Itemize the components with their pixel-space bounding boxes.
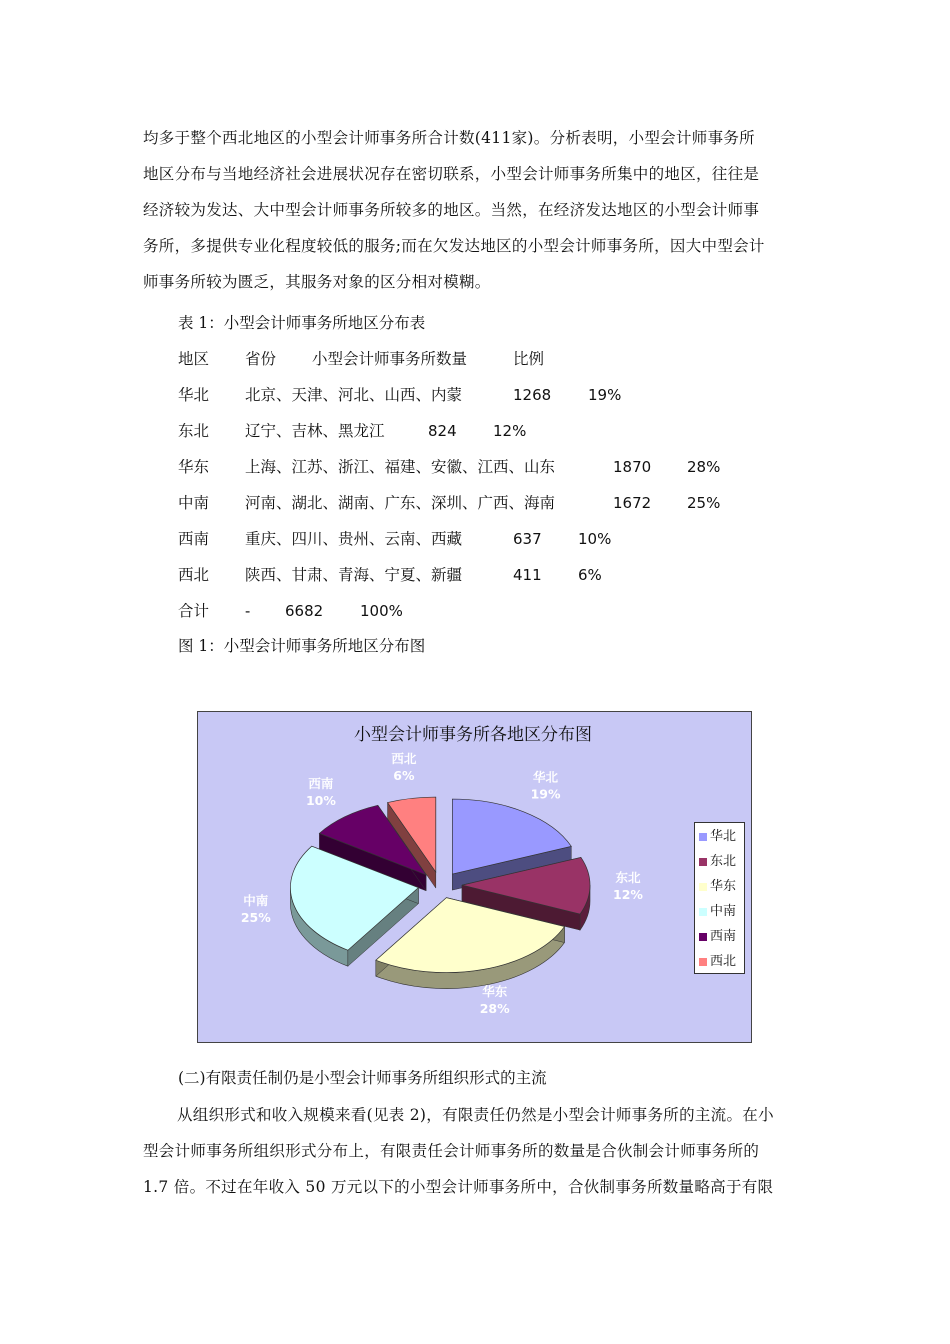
row-region: 华北 [178, 386, 210, 404]
legend-swatch [699, 858, 707, 866]
row-ratio: 6% [578, 566, 602, 584]
row-count: 637 [513, 530, 542, 548]
row-provinces: 陕西、甘肃、青海、宁夏、新疆 [245, 566, 463, 584]
header-region: 地区 [178, 350, 210, 368]
slice-category-label: 华北 [533, 769, 559, 785]
slice-percent-label: 25% [240, 909, 271, 925]
slice-category-label: 东北 [615, 870, 641, 886]
legend-label: 华东 [710, 879, 737, 894]
row-region: 华东 [178, 458, 210, 476]
closing-line: 从组织形式和收入规模来看(见表 2)，有限责任仍然是小型会计师事务所的主流。在小 [177, 1106, 774, 1124]
closing-line: 1.7 倍。不过在年收入 50 万元以下的小型会计师事务所中，合伙制事务所数量略高于有限 [143, 1178, 774, 1196]
row-provinces: 上海、江苏、浙江、福建、安徽、江西、山东 [245, 458, 556, 476]
row-count: 1672 [613, 494, 652, 512]
intro-line: 师事务所较为匮乏，其服务对象的区分相对模糊。 [143, 273, 491, 291]
row-ratio: 10% [578, 530, 612, 548]
legend-swatch [699, 933, 707, 941]
slice-percent-label: 19% [530, 786, 561, 802]
legend-item [699, 927, 736, 947]
row-region: 中南 [178, 494, 210, 512]
header-provinces: 省份 [245, 350, 277, 368]
row-region: 西北 [178, 566, 210, 584]
legend-swatch [699, 883, 707, 891]
row-ratio: 100% [360, 602, 403, 620]
slice-percent-label: 28% [479, 1000, 510, 1016]
closing-paragraph [143, 1097, 808, 1205]
legend-label: 西北 [710, 954, 737, 969]
slice-category-label: 中南 [243, 892, 269, 908]
row-count: 1268 [513, 386, 552, 404]
row-provinces: 重庆、四川、贵州、云南、西藏 [245, 530, 463, 548]
row-ratio: 25% [687, 494, 721, 512]
row-provinces: 北京、天津、河北、山西、内蒙 [245, 386, 463, 404]
section-heading: (二)有限责任制仍是小型会计师事务所组织形式的主流 [178, 1069, 547, 1087]
legend-item [699, 852, 736, 872]
intro-line: 务所，多提供专业化程度较低的服务;而在欠发达地区的小型会计师事务所，因大中型会计 [143, 237, 765, 255]
legend-item [699, 877, 736, 897]
row-count: 824 [428, 422, 457, 440]
legend-label: 华北 [710, 829, 737, 844]
intro-line: 地区分布与当地经济社会进展状况存在密切联系，小型会计师事务所集中的地区，往往是 [143, 165, 760, 183]
intro-line: 均多于整个西北地区的小型会计师事务所合计数(411家)。分析表明，小型会计师事务所 [143, 129, 755, 147]
slice-category-label: 华东 [482, 983, 508, 999]
intro-line: 经济较为发达、大中型会计师事务所较多的地区。当然，在经济发达地区的小型会计师事 [143, 201, 760, 219]
legend-item [699, 952, 736, 972]
slice-percent-label: 6% [393, 768, 415, 784]
legend-item [699, 827, 736, 847]
header-count: 小型会计师事务所数量 [312, 350, 468, 368]
chart-legend [694, 822, 745, 974]
row-provinces: 河南、湖北、湖南、广东、深圳、广西、海南 [245, 494, 556, 512]
legend-label: 东北 [710, 854, 737, 869]
slice-category-label: 西南 [308, 775, 334, 791]
row-region: 合计 [178, 602, 210, 620]
row-region: 东北 [178, 422, 210, 440]
row-count: 6682 [285, 602, 324, 620]
row-ratio: 19% [588, 386, 622, 404]
legend-label: 西南 [710, 929, 737, 944]
legend-swatch [699, 958, 707, 966]
row-region: 西南 [178, 530, 210, 548]
row-provinces: - [245, 602, 251, 620]
chart-title: 小型会计师事务所各地区分布图 [354, 725, 592, 744]
legend-item [699, 902, 736, 922]
row-provinces: 辽宁、吉林、黑龙江 [245, 422, 385, 440]
legend-swatch [699, 833, 707, 841]
closing-line: 型会计师事务所组织形式分布上，有限责任会计师事务所的数量是合伙制会计师事务所的 [143, 1142, 760, 1160]
legend-swatch [699, 908, 707, 916]
table-caption: 表 1：小型会计师事务所地区分布表 [178, 314, 426, 332]
header-ratio: 比例 [513, 350, 545, 368]
row-ratio: 28% [687, 458, 721, 476]
legend-label: 中南 [710, 904, 737, 919]
row-ratio: 12% [493, 422, 527, 440]
slice-percent-label: 12% [613, 887, 643, 903]
row-count: 1870 [613, 458, 652, 476]
slice-category-label: 西北 [391, 751, 417, 767]
row-count: 411 [513, 566, 542, 584]
figure-caption: 图 1：小型会计师事务所地区分布图 [178, 637, 426, 655]
slice-percent-label: 10% [305, 792, 336, 808]
